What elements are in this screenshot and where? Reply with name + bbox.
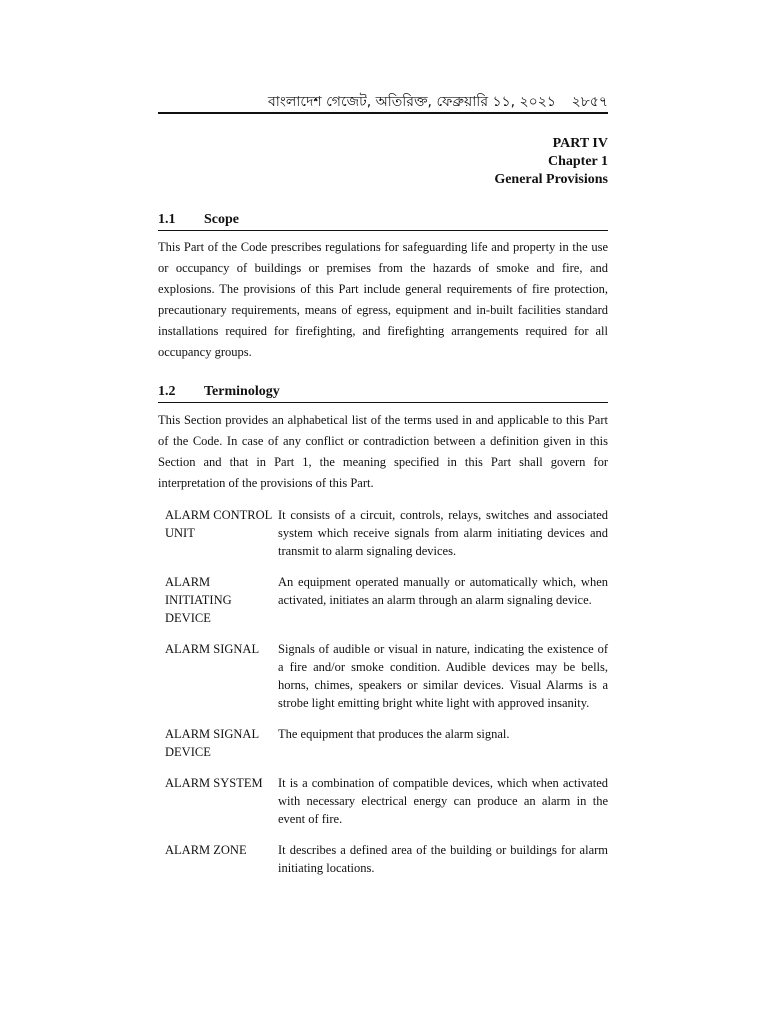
terminology-paragraph: This Section provides an alphabetical list of the terms used in and applicable to this Part of the Code. In case of any conflict or contradiction between a definition given in this Section and that in Part 1, the meaning specified in this Part shall govern for interpretation of the provisions of this Part. <box>158 413 608 490</box>
gazette-title: বাংলাদেশ গেজেট, অতিরিক্ত, ফেব্রুয়ারি ১১, ২০২১ <box>268 94 556 110</box>
definition-term: ALARM SIGNAL <box>165 642 260 656</box>
part-heading <box>494 135 608 189</box>
definition-term: ALARM CONTROL UNIT <box>165 508 272 540</box>
section-number: 1.2 <box>158 384 176 399</box>
definition-text: The equipment that produces the alarm signal. <box>278 727 510 741</box>
definition-term: ALARM ZONE <box>165 843 247 857</box>
section-heading-scope <box>158 210 608 231</box>
page-number: ২৮৫৭ <box>571 94 608 110</box>
definition-text: Signals of audible or visual in nature, indicating the existence of a fire and/or smoke condition. Audible devices may be bells, horns, chimes, speakers or similar devices. Visual Alarms is a strobe light emitting bright white light with approved insanity. <box>278 642 608 710</box>
section-number: 1.1 <box>158 212 176 227</box>
definition-text: It describes a defined area of the building or buildings for alarm initiating locations. <box>278 843 608 875</box>
definition-row <box>165 640 608 712</box>
definition-term: ALARM INITIATING DEVICE <box>165 575 232 625</box>
definition-text: It is a combination of compatible devices, which when activated with necessary electrical energy can produce an alarm in the event of fire. <box>278 776 608 826</box>
definition-list <box>165 506 608 890</box>
chapter-label: Chapter 1 <box>547 154 608 169</box>
definition-term: ALARM SIGNAL DEVICE <box>165 727 259 759</box>
chapter-title: General Provisions <box>494 172 608 187</box>
section-title: Scope <box>204 212 239 227</box>
definition-text: It consists of a circuit, controls, relays, switches and associated system which receive signals from alarm initiating devices and transmit to alarm signaling devices. <box>278 508 608 558</box>
section-title: Terminology <box>204 384 280 399</box>
definition-text: An equipment operated manually or automatically which, when activated, initiates an alarm through an alarm signaling device. <box>278 575 608 607</box>
header-rule <box>158 112 608 114</box>
scope-paragraph: This Part of the Code prescribes regulations for safeguarding life and property in the use or occupancy of buildings or premises from the hazards of smoke and fire, and explosions. The provisions of this Part include general requirements of fire protection, precautionary requirements, means of egress, equipment and in-built facilities standard installations required for firefighting, and firefighting arrangements required for all occupancy groups. <box>158 240 608 359</box>
definition-row <box>165 573 608 627</box>
definition-row <box>165 725 608 761</box>
definition-row <box>165 506 608 560</box>
section-heading-terminology <box>158 382 608 403</box>
definition-row <box>165 841 608 877</box>
definition-row <box>165 774 608 828</box>
definition-term: ALARM SYSTEM <box>165 776 263 790</box>
part-label: PART IV <box>552 136 608 151</box>
